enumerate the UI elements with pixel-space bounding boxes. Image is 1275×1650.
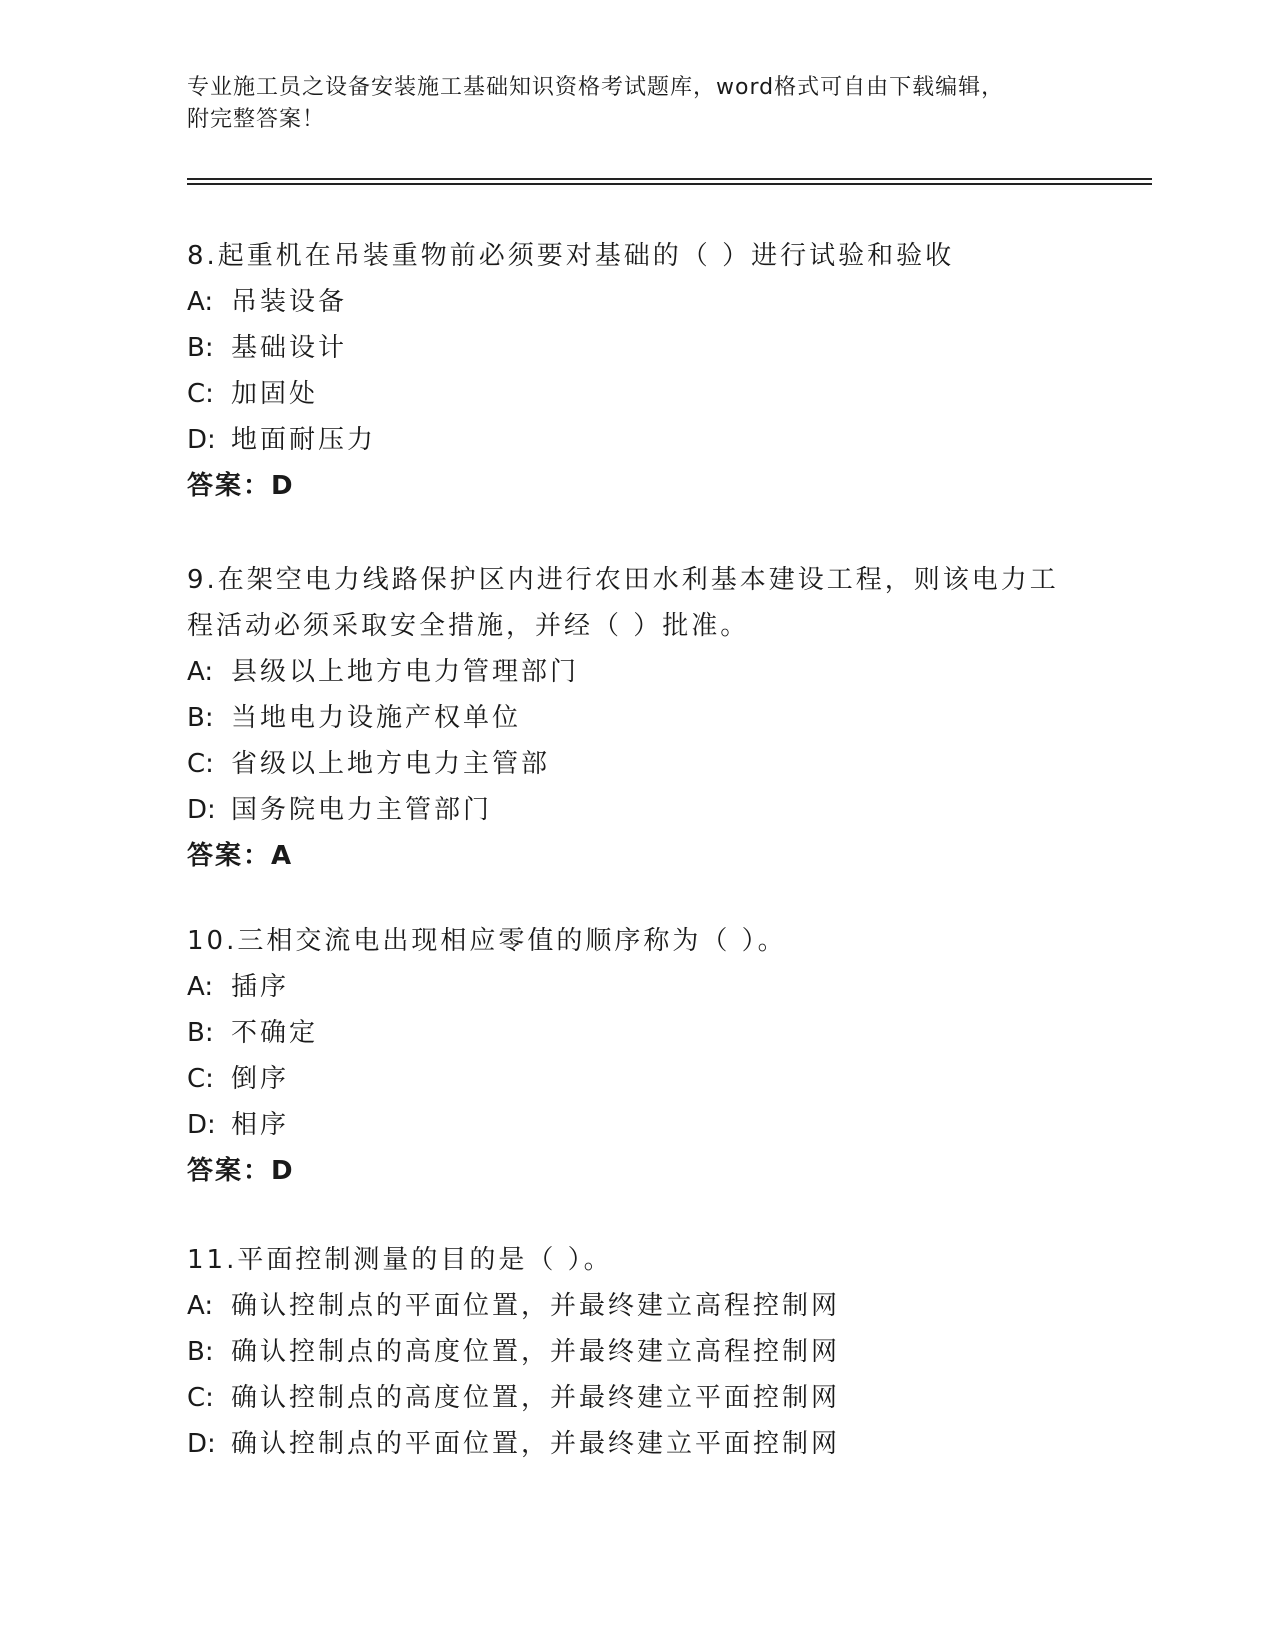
option-text: 地面耐压力 xyxy=(231,425,377,455)
option-letter: D: xyxy=(187,795,216,825)
option-text: 确认控制点的高度位置，并最终建立平面控制网 xyxy=(231,1383,841,1413)
option-letter: D: xyxy=(187,1429,216,1459)
option-text: 确认控制点的平面位置，并最终建立高程控制网 xyxy=(231,1291,841,1321)
option-letter: A: xyxy=(187,1291,214,1321)
option-c xyxy=(187,1056,1087,1102)
question-stem: 8.起重机在吊装重物前必须要对基础的（ ）进行试验和验收 xyxy=(187,241,955,271)
option-b xyxy=(187,1329,1087,1375)
option-text: 不确定 xyxy=(231,1018,319,1048)
option-text: 倒序 xyxy=(231,1064,290,1094)
header-divider-bottom xyxy=(187,183,1152,185)
option-text: 省级以上地方电力主管部 xyxy=(231,749,551,779)
question-9 xyxy=(187,557,1087,879)
option-text: 国务院电力主管部门 xyxy=(231,795,493,825)
question-10 xyxy=(187,918,1087,1194)
option-b xyxy=(187,1010,1087,1056)
option-c xyxy=(187,741,1087,787)
option-text: 插序 xyxy=(231,972,290,1002)
option-c xyxy=(187,1375,1087,1421)
option-letter: C: xyxy=(187,1383,214,1413)
option-b xyxy=(187,325,1087,371)
option-a xyxy=(187,649,1087,695)
header-divider-top xyxy=(187,178,1152,180)
document-header xyxy=(187,72,1087,136)
option-d xyxy=(187,417,1087,463)
option-letter: B: xyxy=(187,1337,214,1367)
answer-line: 答案：A xyxy=(187,841,294,871)
option-text: 当地电力设施产权单位 xyxy=(231,703,522,733)
question-11 xyxy=(187,1237,1087,1467)
option-d xyxy=(187,1421,1087,1467)
option-letter: B: xyxy=(187,703,214,733)
option-letter: B: xyxy=(187,333,214,363)
option-letter: A: xyxy=(187,972,214,1002)
answer-line: 答案：D xyxy=(187,1156,295,1186)
option-a xyxy=(187,279,1087,325)
option-letter: C: xyxy=(187,379,214,409)
option-letter: B: xyxy=(187,1018,214,1048)
option-c xyxy=(187,371,1087,417)
answer-line: 答案：D xyxy=(187,471,295,501)
question-stem: 11.平面控制测量的目的是（ ）。 xyxy=(187,1245,613,1275)
header-line-1: 专业施工员之设备安装施工基础知识资格考试题库，word格式可自由下载编辑， xyxy=(187,75,1005,100)
option-a xyxy=(187,1283,1087,1329)
option-text: 吊装设备 xyxy=(231,287,348,317)
question-stem: 9.在架空电力线路保护区内进行农田水利基本建设工程，则该电力工 xyxy=(187,565,1059,595)
question-stem: 10.三相交流电出现相应零值的顺序称为（ ）。 xyxy=(187,926,787,956)
option-text: 加固处 xyxy=(231,379,319,409)
option-a xyxy=(187,964,1087,1010)
question-stem-continued: 程活动必须采取安全措施，并经（ ）批准。 xyxy=(187,611,750,641)
option-letter: D: xyxy=(187,425,216,455)
option-text: 县级以上地方电力管理部门 xyxy=(231,657,580,687)
option-b xyxy=(187,695,1087,741)
option-text: 确认控制点的平面位置，并最终建立平面控制网 xyxy=(231,1429,841,1459)
option-letter: C: xyxy=(187,749,214,779)
option-d xyxy=(187,787,1087,833)
option-letter: A: xyxy=(187,657,214,687)
option-letter: D: xyxy=(187,1110,216,1140)
option-text: 基础设计 xyxy=(231,333,348,363)
option-text: 确认控制点的高度位置，并最终建立高程控制网 xyxy=(231,1337,841,1367)
option-text: 相序 xyxy=(231,1110,290,1140)
question-8 xyxy=(187,233,1087,509)
option-letter: C: xyxy=(187,1064,214,1094)
option-d xyxy=(187,1102,1087,1148)
header-line-2: 附完整答案！ xyxy=(187,107,326,132)
option-letter: A: xyxy=(187,287,214,317)
